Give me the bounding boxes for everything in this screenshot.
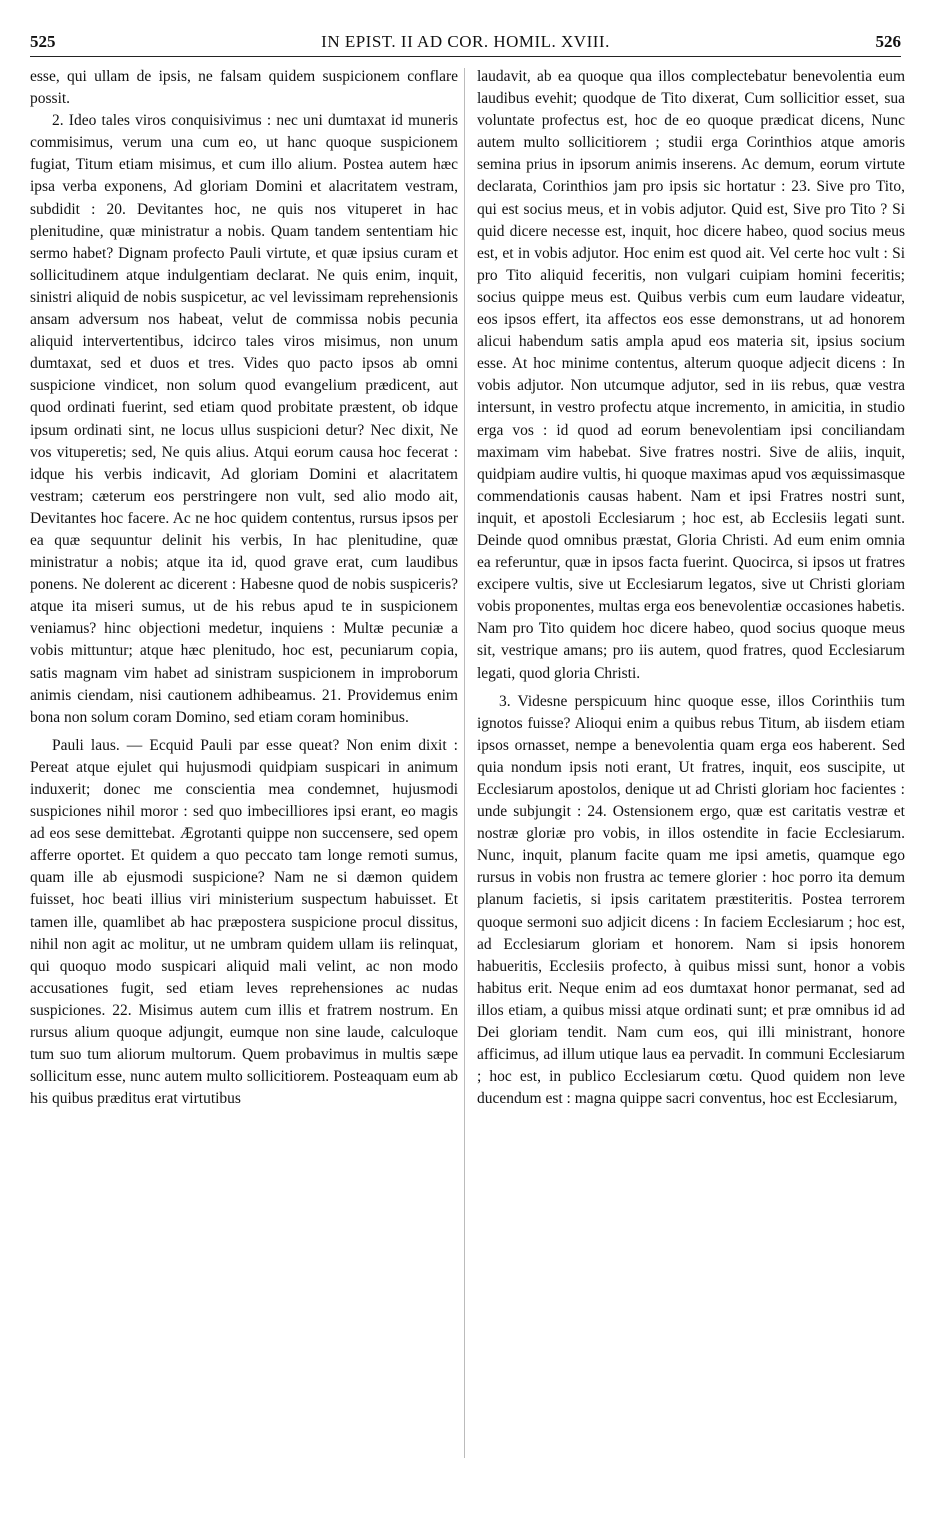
paragraph: 2. Ideo tales viros conquisivimus : nec uni dumtaxat id muneris commisimus, verum una cum eo, ut hanc quoque suspicionem fugiat, Titum etiam misimus, et cum illo alium. Postea autem hæc ipsa verba exponens, Ad gloriam Domini et alacritatem vestram, subdidit : 20. Devitantes hoc, ne quis nos vituperet in hac plenitudine, quæ ministratur a nobis. Quam tandem sententiam hic sermo habet? Dignam profecto Pauli virtute, et quæ ipsius curam et sollicitudinem atque indulgentiam declarat. Ne quis enim, inquit, sinistri aliquid de nobis suspicetur, ac vel levissimam reprehensionis ansam adversum nos habeat, velut de commissa nobis pecunia aliquid intervertentibus, idcirco tales viros misimus, non unum dumtaxat, sed et duos et tres. Vides quo pacto ipsos ab omni suspicione vindicet, non solum quod evangelium prædicent, aut quod ordinati fuerint, sed etiam quod probitate præstent, ob idque ipsum ordinati sint, ne locus ullus suspicioni detur? Nec dixit, Ne vos vituperetis; sed, Ne quis alius. Atqui eorum causa hoc fecerat : idque his verbis indicavit, Ad gloriam Domini et alacritatem vestram; cæterum eos perstringere non vult, sed alio modo ait, Devitantes hoc facere. Ac ne hoc quidem contentus, rursus ipsos per ea quæ sequuntur delinit his verbis, In hac plenitudine, quæ ministratur a nobis; atque ita id, quod grave erat, cum laudibus ponens. Ne dolerent ac dicerent : Habesne quod de nobis suspiceris? atque ita miseri sumus, ut de his rebus apud te in suspicionem veniamus? hinc objectioni medetur, inquiens : Multæ pecuniæ a vobis mittuntur; atque hæc plenitudo, hoc est, pecuniarum copia, satis magnam vim habet ad sinistram suspicionem in improborum animis ciendam, nisi cautionem adhibeamus. 21. Providemus enim bona non solum coram Domino, sed etiam coram hominibus. [30,112,458,726]
running-title: IN EPIST. II AD COR. HOMIL. XVIII. [321,32,610,51]
paragraph: laudavit, ab ea quoque qua illos complectebatur benevolentia eum laudibus evehit; quodque de Tito dixerat, Cum sollicitior esset, sua voluntate profectus est, hoc de eo quoque prædicat dicens, Nunc autem multo sollicitiorem ; studii erga Corinthios atque amoris semina prius in ipsorum animis inserens. Ac demum, eorum virtute declarata, Corinthios jam pro ipsis sic hortatur : 23. Sive pro Tito, qui est socius meus, et in vobis adjutor. Quid est, Sive pro Tito ? Si quid dicere necesse est, inquit, hoc dicere habeo, quod socius meus est, et in vobis adjutor. Hoc enim est quod ait. Vel certe hoc vult : Si pro Tito aliquid feceritis, non vulgari cuipiam homini feceritis; socius quippe meus est. Quibus verbis cum eum laudare videatur, eos ipsos effert, ita affectos eos esse demonstrans, ut ad honorem alicui habendum satis ampla apud eos materia sit, ipsius socium esse. At hoc minime contentus, alterum quoque adjecit dicens : In vobis adjutor. Non utcumque adjutor, sed in iis rebus, quæ vestra intersunt, in vestro profectu atque incremento, in amicitia, in studio erga vos : id quod ad eorum benevolentiam ipsi conciliandam maximam vim habebat. Sive fratres nostri. Sive de aliis, inquit, quidpiam audire vultis, hi quoque maximas apud vos æquissimasque commendationis causas habent. Nam et ipsi Fratres nostri sunt, inquit, et apostoli Ecclesiarum ; hoc est, ab Ecclesiis legati sunt. Deinde quod omnibus præstat, Gloria Christi. Ad eum enim omnia ea referuntur, quæ in ipsos facta fuerint. Quocirca, si ipsos ut fratres excipere vultis, sive ut Ecclesiarum legatos, sive ut Christi gloriam vobis proponentes, multas erga eos benevolentiæ occasiones habetis. Nam pro Tito quidem hoc dicere habeo, quod socius quoque meus sit, vestrique amans; pro iis autem, quod fratres, quod Ecclesiarum legati, quod gloria Christi. [477,68,905,682]
paragraph: esse, qui ullam de ipsis, ne falsam quidem suspicionem conflare possit. [30,68,458,108]
paragraph: Pauli laus. — Ecquid Pauli par esse queat? Non enim dixit : Pereat atque ejulet qui hujusmodi quidpiam suspicari in animum induxerit; donec me conscientia mea condemnet, hujusmodi suspiciones nihil moror : sed quo imbecilliores ipsi erant, eo magis ad eos sese demittebat. Ægrotanti quippe non succensere, sed opem afferre oportet. Et quidem a quo peccato tam longe remoti sumus, quam ille ab ejusmodi suspicione? Nam ne si dæmon quidem fuisset, hoc beati illius viri ministerium suspectum habuisset. Et tamen ille, quamlibet ab hac præpostera suspicione procul dissitus, nihil non agit ac molitur, ut ne umbram quidem ullam iis relinquat, qui quoquo modo suspicari aliquid mali velint, ac non modo accusationes fugit, sed etiam leves reprehensiones ac nudas suspiciones. 22. Misimus autem cum illis et fratrem nostrum. En rursus alium quoque adjungit, eumque non sine laude, calculoque tum suo tum aliorum multorum. Quem probavimus in multis sæpe sollicitum esse, nunc autem multo sollicitiorem. Posteaquam eum ab his quibus præditus erat virtutibus [30,736,458,1108]
page-header [30,30,901,57]
page-number-left: 525 [30,32,56,51]
page-number-right: 526 [875,32,901,51]
left-column [30,66,458,1110]
column-divider [464,68,465,1458]
right-column [477,66,905,1110]
paragraph: 3. Videsne perspicuum hinc quoque esse, illos Corinthiis tum ignotos fuisse? Alioqui enim a quibus rebus Titum, ab iisdem etiam ipsos ornasset, nempe a benevolentia quam erga eos haberent. Sed quia nondum ipsis noti erant, Ut fratres, inquit, eos suscipite, ut Ecclesiarum apostolos, denique ut ad Christi gloriam hoc facientes : unde subjungit : 24. Ostensionem ergo, quæ est caritatis vestræ et nostræ gloriæ pro vobis, in illos ostendite in facie Ecclesiarum. Nunc, inquit, planum facite quam me ipsi ametis, quamque ego rursus in vobis non frustra ac temere glorier : hoc porro ita demum planum facietis, si ipsis caritatem præstiteritis. Postea terrorem quoque sermoni suo adjicit dicens : In faciem Ecclesiarum ; hoc est, ad Ecclesiarum gloriam et honorem. Nam si ipsis honorem habueritis, Ecclesiis profecto, à quibus missi sunt, honor a vobis habitus erit. Neque enim ad eos dumtaxat honor permanat, sed ad illos etiam, a quibus missi atque ordinati sunt; et præ omnibus id ad Dei gloriam tendit. Nam cum eos, qui illi ministrant, honore afficimus, ad illum utique laus ea pervadit. In communi Ecclesiarum ; hoc est, in publico Ecclesiarum cœtu. Quod quidem non leve ducendum est : magna quippe sacri conventus, hoc est Ecclesiarum, [477,692,905,1108]
